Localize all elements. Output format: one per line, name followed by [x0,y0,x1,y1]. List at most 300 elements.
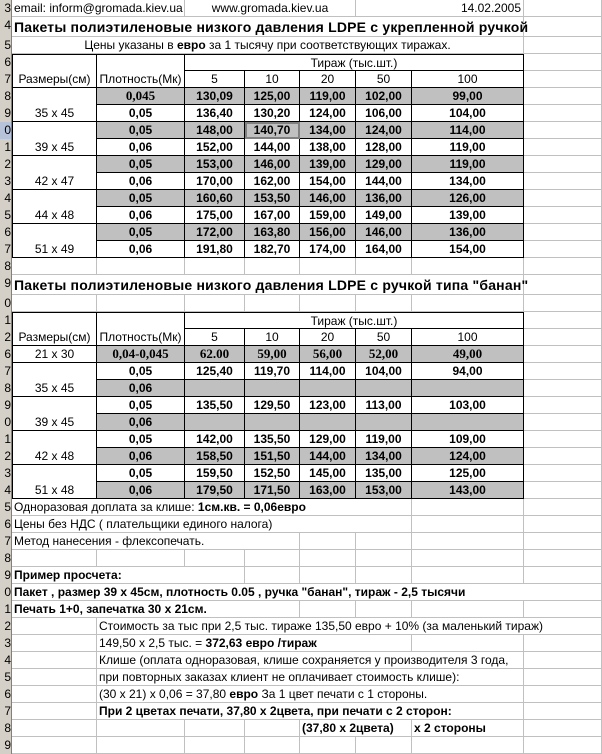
empty-cell[interactable] [245,550,300,567]
empty-cell[interactable] [524,414,602,431]
empty-cell[interactable] [245,720,300,737]
price-cell[interactable]: 167,00 [245,207,300,224]
empty-cell[interactable] [524,533,602,550]
row-header[interactable]: 6 [0,224,12,241]
density-cell[interactable]: 0,05 [97,105,185,122]
price-cell[interactable]: 153,00 [356,482,412,499]
empty-cell[interactable] [185,567,245,584]
empty-cell[interactable] [185,258,245,275]
row-header[interactable]: 9 [0,567,12,584]
row-header[interactable]: 3 [0,173,12,190]
price-cell[interactable]: 134,00 [300,122,356,139]
row-header[interactable]: 9 [0,737,12,754]
size-cell[interactable]: 39 x 45 [12,139,97,156]
price-cell[interactable] [412,414,524,431]
size-cell-top[interactable] [12,224,97,241]
empty-cell[interactable] [300,258,356,275]
empty-cell[interactable] [356,533,412,550]
empty-cell[interactable] [300,533,356,550]
row-header[interactable]: 4 [0,17,12,37]
price-cell[interactable]: 153,00 [185,156,245,173]
price-cell[interactable]: 52,00 [356,346,412,363]
date-text[interactable]: 14.02.2005 [412,0,524,17]
price-cell[interactable]: 129,00 [300,431,356,448]
row-header[interactable]: 6 [0,346,12,363]
price-cell[interactable]: 114,00 [300,363,356,380]
empty-cell[interactable] [524,499,602,516]
price-cell[interactable]: 106,00 [356,105,412,122]
density-cell[interactable]: 0,04-0,045 [97,346,185,363]
empty-cell[interactable] [524,88,602,105]
price-cell[interactable]: 130,20 [245,105,300,122]
method-note[interactable]: Метод нанесения - флексопечать. [12,533,245,550]
empty-cell[interactable] [356,601,412,618]
empty-cell[interactable] [524,669,602,686]
empty-cell[interactable] [12,258,97,275]
empty-cell[interactable] [524,207,602,224]
density-header[interactable]: Плотность(Мк) [97,71,185,88]
example-line9a[interactable]: (37,80 x 2цвета) [300,720,412,737]
run-20-header[interactable]: 20 [300,329,356,346]
empty-cell[interactable] [97,258,185,275]
density-cell[interactable]: 0,06 [97,139,185,156]
size-cell-top[interactable] [12,431,97,448]
size-cell[interactable]: 35 x 45 [12,380,97,397]
row-header[interactable]: 3 [0,635,12,652]
size-cell[interactable]: 44 x 48 [12,207,97,224]
row-header[interactable]: 7 [0,363,12,380]
empty-cell[interactable] [185,295,245,312]
empty-cell[interactable] [12,652,97,669]
price-cell[interactable]: 146,00 [300,190,356,207]
run-5-header[interactable]: 5 [185,71,245,88]
density-cell[interactable]: 0,06 [97,173,185,190]
price-cell[interactable]: 144,00 [245,139,300,156]
price-cell[interactable]: 124,00 [356,122,412,139]
density-cell[interactable]: 0,05 [97,224,185,241]
empty-cell[interactable] [12,686,97,703]
price-cell[interactable]: 56,00 [300,346,356,363]
price-cell[interactable] [245,380,300,397]
price-cell[interactable]: 104,00 [356,363,412,380]
price-cell[interactable]: 94,00 [412,363,524,380]
empty-cell[interactable] [356,499,412,516]
price-cell[interactable]: 163,00 [300,482,356,499]
empty-cell[interactable] [524,275,602,295]
price-cell[interactable]: 119,00 [412,139,524,156]
price-cell[interactable]: 139,00 [412,207,524,224]
price-cell[interactable]: 125,00 [245,88,300,105]
size-cell[interactable]: 42 x 48 [12,448,97,465]
empty-cell[interactable] [12,295,97,312]
price-cell[interactable]: 151,50 [245,448,300,465]
run-50-header[interactable]: 50 [356,71,412,88]
price-cell[interactable]: 153,50 [245,190,300,207]
empty-cell[interactable] [524,17,602,37]
price-cell[interactable]: 140,70 [245,122,300,139]
price-cell[interactable]: 159,00 [300,207,356,224]
price-cell[interactable] [412,380,524,397]
row-header[interactable]: 1 [0,312,12,329]
empty-cell[interactable] [412,499,524,516]
empty-cell[interactable] [524,54,602,71]
empty-cell[interactable] [524,380,602,397]
example-line5[interactable]: Клише (оплата одноразовая, клише сохраняется у производителя 3 года, [97,652,524,669]
price-cell[interactable]: 159,50 [185,465,245,482]
price-cell[interactable]: 175,00 [185,207,245,224]
empty-cell[interactable] [185,720,245,737]
empty-cell[interactable] [524,601,602,618]
price-cell[interactable]: 59,00 [245,346,300,363]
size-cell[interactable]: 35 x 45 [12,105,97,122]
size-cell[interactable]: 51 x 48 [12,482,97,499]
row-header[interactable]: 3 [0,465,12,482]
size-header-top[interactable] [12,312,97,329]
price-cell[interactable]: 125,00 [412,465,524,482]
price-cell[interactable]: 139,00 [300,156,356,173]
price-cell[interactable]: 179,50 [185,482,245,499]
row-header[interactable]: 7 [0,533,12,550]
empty-cell[interactable] [356,258,412,275]
size-cell[interactable]: 21 x 30 [12,346,97,363]
price-cell[interactable]: 160,60 [185,190,245,207]
row-header[interactable]: 9 [0,275,12,295]
empty-cell[interactable] [524,584,602,601]
run-50-header[interactable]: 50 [356,329,412,346]
price-cell[interactable]: 130,09 [185,88,245,105]
density-cell[interactable]: 0,05 [97,465,185,482]
example-line9b[interactable]: x 2 стороны [412,720,524,737]
run-100-header[interactable]: 100 [412,329,524,346]
empty-cell[interactable] [524,37,602,54]
price-cell[interactable]: 135,50 [185,397,245,414]
price-cell[interactable]: 162,00 [245,173,300,190]
empty-cell[interactable] [185,550,245,567]
price-cell[interactable]: 119,00 [356,431,412,448]
price-cell[interactable]: 154,00 [300,173,356,190]
row-header[interactable]: 5 [0,499,12,516]
price-cell[interactable] [185,414,245,431]
empty-cell[interactable] [12,720,97,737]
density-cell[interactable]: 0,05 [97,431,185,448]
empty-cell[interactable] [524,156,602,173]
density-cell[interactable]: 0,06 [97,414,185,431]
density-cell[interactable]: 0,06 [97,207,185,224]
price-cell[interactable]: 109,00 [412,431,524,448]
empty-cell[interactable] [524,329,602,346]
row-header[interactable]: 7 [0,71,12,88]
size-cell-top[interactable] [12,397,97,414]
price-cell[interactable] [356,414,412,431]
empty-cell[interactable] [245,567,300,584]
price-cell[interactable]: 146,00 [245,156,300,173]
empty-cell[interactable] [245,601,300,618]
density-header-top[interactable] [97,54,185,71]
density-cell[interactable]: 0,05 [97,122,185,139]
empty-cell[interactable] [12,618,97,635]
price-cell[interactable]: 136,40 [185,105,245,122]
empty-cell[interactable] [524,105,602,122]
price-cell[interactable]: 102,00 [356,88,412,105]
website-text[interactable]: www.gromada.kiev.ua [185,0,356,17]
price-cell[interactable]: 119,00 [300,88,356,105]
run-5-header[interactable]: 5 [185,329,245,346]
empty-cell[interactable] [356,295,412,312]
price-cell[interactable]: 114,00 [412,122,524,139]
row-header[interactable]: 2 [0,329,12,346]
row-header[interactable]: 5 [0,669,12,686]
price-cell[interactable] [245,414,300,431]
empty-cell[interactable] [300,601,356,618]
price-cell[interactable]: 163,80 [245,224,300,241]
density-cell[interactable]: 0,05 [97,190,185,207]
vat-note[interactable]: Цены без НДС ( плательщики единого налога) [12,516,356,533]
price-cell[interactable]: 135,50 [245,431,300,448]
row-header[interactable]: 5 [0,207,12,224]
empty-cell[interactable] [524,363,602,380]
empty-cell[interactable] [524,258,602,275]
price-cell[interactable]: 129,50 [245,397,300,414]
empty-cell[interactable] [524,567,602,584]
size-header[interactable]: Размеры(см) [12,329,97,346]
price-cell[interactable]: 134,00 [356,448,412,465]
row-header[interactable]: 1 [0,139,12,156]
price-cell[interactable]: 49,00 [412,346,524,363]
price-note[interactable] [12,37,524,54]
empty-cell[interactable] [245,533,300,550]
price-cell[interactable]: 152,00 [185,139,245,156]
row-header[interactable]: 2 [0,448,12,465]
row-header[interactable]: 9 [0,397,12,414]
density-cell[interactable]: 0,06 [97,380,185,397]
price-cell[interactable]: 158,50 [185,448,245,465]
empty-cell[interactable] [524,720,602,737]
empty-cell[interactable] [524,635,602,652]
empty-cell[interactable] [300,295,356,312]
empty-cell[interactable] [412,258,524,275]
empty-cell[interactable] [356,550,412,567]
empty-cell[interactable] [524,122,602,139]
example-line1[interactable]: Пакет , размер 39 x 45см, плотность 0.05 , ручка "банан", тираж - 2,5 тысячи [12,584,524,601]
empty-cell[interactable] [356,516,412,533]
row-header[interactable]: 8 [0,380,12,397]
empty-cell[interactable] [524,397,602,414]
size-cell-top[interactable] [12,465,97,482]
empty-cell[interactable] [97,720,185,737]
price-cell[interactable]: 152,50 [245,465,300,482]
row-header[interactable]: 0 [0,414,12,431]
price-cell[interactable]: 113,00 [356,397,412,414]
density-cell[interactable]: 0,05 [97,363,185,380]
empty-cell[interactable] [524,241,602,258]
row-header[interactable]: 7 [0,703,12,720]
row-header[interactable]: 4 [0,652,12,669]
row-header[interactable]: 0 [0,295,12,312]
price-cell[interactable]: 138,00 [300,139,356,156]
size-cell[interactable]: 51 x 49 [12,241,97,258]
empty-cell[interactable] [245,295,300,312]
density-cell[interactable]: 0,05 [97,156,185,173]
row-header[interactable]: 6 [0,516,12,533]
row-header[interactable]: 8 [0,550,12,567]
price-cell[interactable]: 144,00 [356,173,412,190]
size-cell-top[interactable] [12,190,97,207]
empty-cell[interactable] [524,346,602,363]
price-cell[interactable]: 125,40 [185,363,245,380]
size-cell-top[interactable] [12,122,97,139]
table1-title[interactable]: Пакеты полиэтиленовые низкого давления LDPE с укрепленной ручкой [14,19,529,35]
price-cell[interactable]: 128,00 [356,139,412,156]
price-cell[interactable] [300,380,356,397]
empty-cell[interactable] [412,516,524,533]
empty-cell[interactable] [524,448,602,465]
empty-cell[interactable] [12,550,97,567]
row-header[interactable]: 4 [0,190,12,207]
price-cell[interactable]: 182,70 [245,241,300,258]
price-cell[interactable]: 174,00 [300,241,356,258]
price-cell[interactable]: 170,00 [185,173,245,190]
price-cell[interactable]: 136,00 [412,224,524,241]
row-header[interactable]: 0 [0,122,12,139]
row-header[interactable]: 8 [0,720,12,737]
empty-cell[interactable] [524,482,602,499]
example-line8[interactable]: При 2 цветах печати, 37,80 x 2цвета, при печати с 2 сторон: [97,703,524,720]
empty-cell[interactable] [524,71,602,88]
empty-cell[interactable] [412,550,524,567]
price-cell[interactable] [185,380,245,397]
row-header[interactable]: 6 [0,54,12,71]
empty-cell[interactable] [524,465,602,482]
price-cell[interactable]: 119,70 [245,363,300,380]
price-cell[interactable]: 154,00 [412,241,524,258]
email-text[interactable]: email: inform@gromada.kiev.ua [12,0,185,17]
price-cell[interactable]: 142,00 [185,431,245,448]
price-cell[interactable]: 149,00 [356,207,412,224]
price-cell[interactable]: 144,00 [300,448,356,465]
run-10-header[interactable]: 10 [245,329,300,346]
empty-cell[interactable] [97,295,185,312]
empty-cell[interactable] [412,295,524,312]
price-cell[interactable]: 119,00 [412,156,524,173]
empty-cell[interactable] [412,567,524,584]
run-header[interactable]: Тираж (тыс.шт.) [185,312,524,329]
empty-cell[interactable] [524,139,602,156]
density-header-top[interactable] [97,312,185,329]
price-cell[interactable]: 126,00 [412,190,524,207]
price-cell[interactable]: 145,00 [300,465,356,482]
price-cell[interactable]: 172,00 [185,224,245,241]
row-header[interactable]: 3 [0,0,12,17]
empty-cell[interactable] [524,173,602,190]
price-cell[interactable] [300,414,356,431]
price-cell[interactable]: 134,00 [412,173,524,190]
empty-cell[interactable] [356,635,412,652]
empty-cell[interactable] [412,601,524,618]
price-cell[interactable]: 136,00 [356,190,412,207]
row-header[interactable]: 8 [0,88,12,105]
density-cell[interactable]: 0,045 [97,88,185,105]
run-header[interactable]: Тираж (тыс.шт.) [185,54,524,71]
size-header[interactable]: Размеры(см) [12,71,97,88]
empty-cell[interactable] [524,312,602,329]
empty-cell[interactable] [524,516,602,533]
size-cell[interactable]: 39 x 45 [12,414,97,431]
price-cell[interactable]: 129,00 [356,156,412,173]
density-header[interactable]: Плотность(Мк) [97,329,185,346]
price-cell[interactable]: 62.00 [185,346,245,363]
row-header[interactable]: 2 [0,156,12,173]
price-cell[interactable]: 171,50 [245,482,300,499]
row-header[interactable]: 9 [0,105,12,122]
empty-cell[interactable] [412,635,524,652]
row-header[interactable]: 8 [0,258,12,275]
empty-cell[interactable] [12,635,97,652]
example-line7[interactable] [97,686,524,703]
price-cell[interactable]: 164,00 [356,241,412,258]
row-header[interactable]: 4 [0,482,12,499]
price-cell[interactable]: 135,00 [356,465,412,482]
empty-cell[interactable] [97,550,185,567]
price-cell[interactable]: 103,00 [412,397,524,414]
price-cell[interactable]: 124,00 [412,448,524,465]
row-header[interactable]: 5 [0,37,12,54]
empty-cell[interactable] [524,190,602,207]
example-line6[interactable]: при повторных заказах клиент не оплачивает стоимость клише): [97,669,524,686]
size-cell-top[interactable] [12,363,97,380]
price-cell[interactable]: 148,00 [185,122,245,139]
empty-cell[interactable] [412,533,524,550]
price-cell[interactable]: 146,00 [356,224,412,241]
empty-cell[interactable] [245,258,300,275]
row-header[interactable]: 6 [0,686,12,703]
price-cell[interactable] [356,380,412,397]
table2-title[interactable]: Пакеты полиэтиленовые низкого давления LDPE с ручкой типа "банан" [14,277,529,293]
price-cell[interactable]: 156,00 [300,224,356,241]
price-cell[interactable]: 124,00 [300,105,356,122]
example-line2[interactable]: Печать 1+0, запечатка 30 x 21см. [12,601,245,618]
size-header-top[interactable] [12,54,97,71]
empty-cell[interactable] [12,703,97,720]
row-header[interactable]: 1 [0,431,12,448]
cliche-note[interactable] [12,499,356,516]
price-cell[interactable]: 191,80 [185,241,245,258]
empty-cell[interactable] [524,431,602,448]
density-cell[interactable]: 0,05 [97,397,185,414]
price-cell[interactable]: 143,00 [412,482,524,499]
empty-cell[interactable] [524,295,602,312]
run-10-header[interactable]: 10 [245,71,300,88]
empty-cell[interactable] [300,567,356,584]
price-cell[interactable]: 123,00 [300,397,356,414]
density-cell[interactable]: 0,06 [97,482,185,499]
size-cell[interactable]: 42 x 47 [12,173,97,190]
price-cell[interactable]: 99,00 [412,88,524,105]
empty-cell[interactable] [524,652,602,669]
density-cell[interactable]: 0,06 [97,448,185,465]
density-cell[interactable]: 0,06 [97,241,185,258]
row-header[interactable]: 1 [0,601,12,618]
row-header[interactable]: 0 [0,584,12,601]
run-100-header[interactable]: 100 [412,71,524,88]
empty-cell[interactable] [524,0,602,17]
price-cell[interactable]: 104,00 [412,105,524,122]
example-line3[interactable]: Стоимость за тыс при 2,5 тыс. тираже 135,50 евро + 10% (за маленький тираж) [97,618,602,635]
empty-cell[interactable] [12,669,97,686]
empty-cell[interactable] [300,550,356,567]
row-header[interactable]: 2 [0,618,12,635]
empty-cell[interactable] [524,686,602,703]
size-cell-top[interactable] [12,156,97,173]
